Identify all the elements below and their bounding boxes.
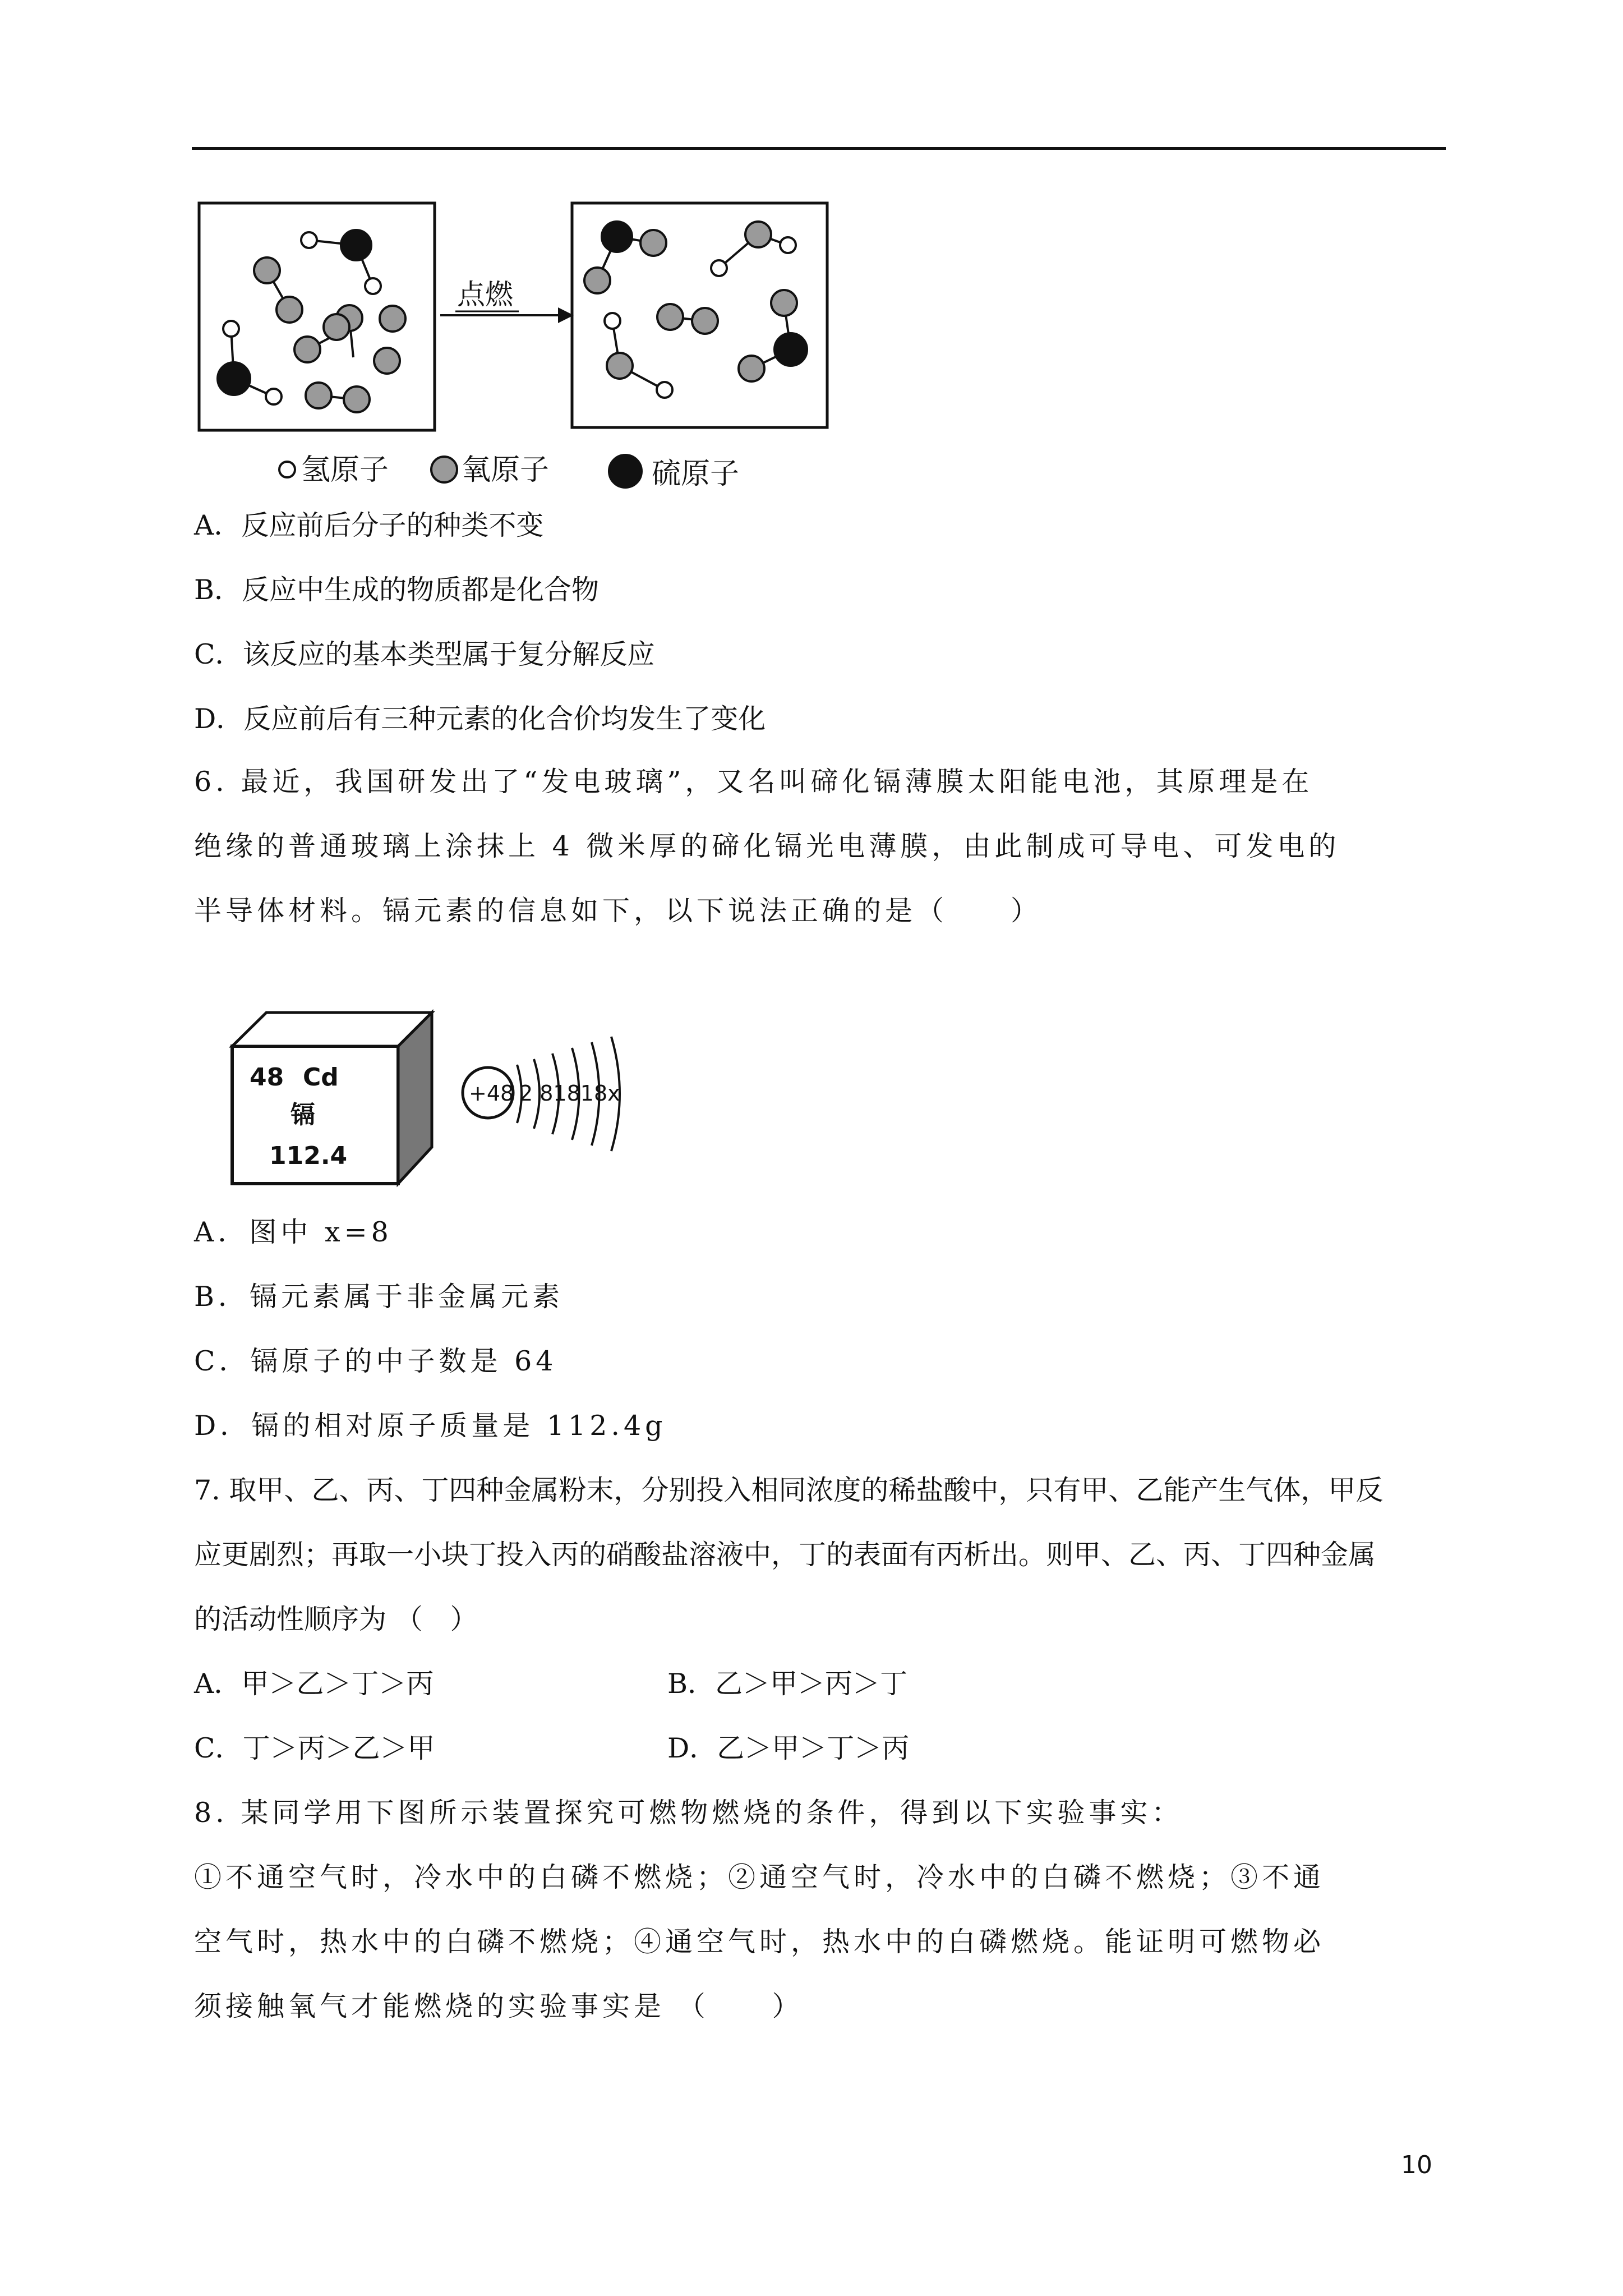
element-symbol: Cd (303, 1063, 339, 1092)
element-number: 48 (250, 1063, 284, 1092)
sulfur-atom (602, 222, 632, 252)
q8-stem-line-2: ①不通空气时，冷水中的白磷不燃烧；②通空气时，冷水中的白磷不燃烧；③不通 (194, 1861, 1325, 1893)
q7-stem-line-2: 应更剧烈；再取一小块丁投入丙的硝酸盐溶液中，丁的表面有丙析出。则甲、乙、丙、丁四种金属 (194, 1539, 1376, 1571)
oxygen-atom (640, 230, 666, 256)
oxygen-atom (607, 353, 633, 379)
oxygen-atom (380, 306, 405, 332)
q6-stem-line-1: 6. 最近，我国研发出了“发电玻璃”，又名叫碲化镉薄膜太阳能电池，其原理是在 (194, 766, 1313, 798)
hydrogen-atom (711, 260, 727, 276)
page-number: 10 (1401, 2151, 1432, 2179)
oxygen-atom (771, 290, 797, 316)
legend-oxygen-label: 氧原子 (462, 453, 550, 487)
reaction-diagram (191, 196, 864, 494)
oxygen-atom (374, 348, 400, 374)
electron-shells: 2 81818x (519, 1081, 620, 1106)
legend-sulfur-label: 硫原子 (652, 457, 740, 491)
q7-option-d: D．乙＞甲＞丁＞丙 (667, 1732, 910, 1764)
element-name: 镉 (291, 1101, 315, 1129)
sulfur-atom (341, 230, 371, 260)
legend-hydrogen-label: 氢原子 (301, 453, 389, 487)
q6-stem-line-3: 半导体材料。镉元素的信息如下，以下说法正确的是（ ） (194, 895, 1043, 927)
hydrogen-atom (657, 382, 672, 398)
q6-option-a: A．图中 x=8 (194, 1216, 393, 1248)
q6-option-d: D．镉的相对原子质量是 112.4g (194, 1410, 667, 1442)
hydrogen-atom (266, 389, 282, 404)
hydrogen-atom (301, 232, 317, 248)
q7-option-b: B．乙＞甲＞丙＞丁 (667, 1668, 908, 1700)
hydrogen-legend-icon (279, 462, 295, 477)
q8-stem-line-1: 8. 某同学用下图所示装置探究可燃物燃烧的条件，得到以下实验事实： (194, 1797, 1183, 1829)
q8-stem-line-4: 须接触氧气才能燃烧的实验事实是 （ ） (194, 1990, 804, 2022)
oxygen-legend-icon (431, 457, 457, 482)
q7-option-c: C．丁＞丙＞乙＞甲 (194, 1732, 435, 1764)
q5-option-a: A．反应前后分子的种类不变 (194, 509, 544, 541)
oxygen-atom (294, 337, 320, 362)
header-rule (192, 147, 1446, 150)
hydrogen-atom (223, 321, 239, 337)
oxygen-atom (745, 222, 771, 247)
oxygen-atom (306, 383, 331, 408)
q5-option-d: D．反应前后有三种元素的化合价均发生了变化 (194, 703, 766, 735)
hydrogen-atom (605, 313, 620, 329)
oxygen-atom (584, 268, 610, 293)
sulfur-atom (218, 362, 250, 395)
cadmium-info-figure (224, 1004, 673, 1195)
q6-stem-line-2: 绝缘的普通玻璃上涂抹上 4 微米厚的碲化镉光电薄膜，由此制成可导电、可发电的 (194, 830, 1340, 862)
q8-stem-line-3: 空气时，热水中的白磷不燃烧；④通空气时，热水中的白磷燃烧。能证明可燃物必 (194, 1926, 1325, 1958)
oxygen-atom (324, 314, 349, 340)
q6-option-b: B．镉元素属于非金属元素 (194, 1281, 564, 1313)
hydrogen-atom (365, 278, 381, 294)
q5-option-b: B．反应中生成的物质都是化合物 (194, 574, 600, 606)
q7-stem-line-3: 的活动性顺序为 （ ） (194, 1603, 478, 1635)
sulfur-legend-icon (609, 455, 642, 487)
oxygen-atom (254, 257, 280, 283)
oxygen-atom (692, 308, 718, 334)
oxygen-atom (739, 356, 764, 381)
q7-option-a: A．甲＞乙＞丁＞丙 (194, 1668, 434, 1700)
q7-stem-line-1: 7. 取甲、乙、丙、丁四种金属粉末，分别投入相同浓度的稀盐酸中，只有甲、乙能产生气体，甲反 (194, 1474, 1384, 1506)
q6-option-c: C．镉原子的中子数是 64 (194, 1345, 557, 1377)
oxygen-atom (344, 386, 370, 412)
element-mass: 112.4 (269, 1142, 348, 1170)
oxygen-atom (276, 297, 302, 323)
arrow-label: 点燃 (457, 278, 513, 311)
oxygen-atom (657, 304, 683, 330)
q5-option-c: C．该反应的基本类型属于复分解反应 (194, 638, 655, 670)
nucleus-charge: +48 (469, 1081, 514, 1106)
hydrogen-atom (780, 237, 796, 253)
sulfur-atom (774, 333, 807, 366)
